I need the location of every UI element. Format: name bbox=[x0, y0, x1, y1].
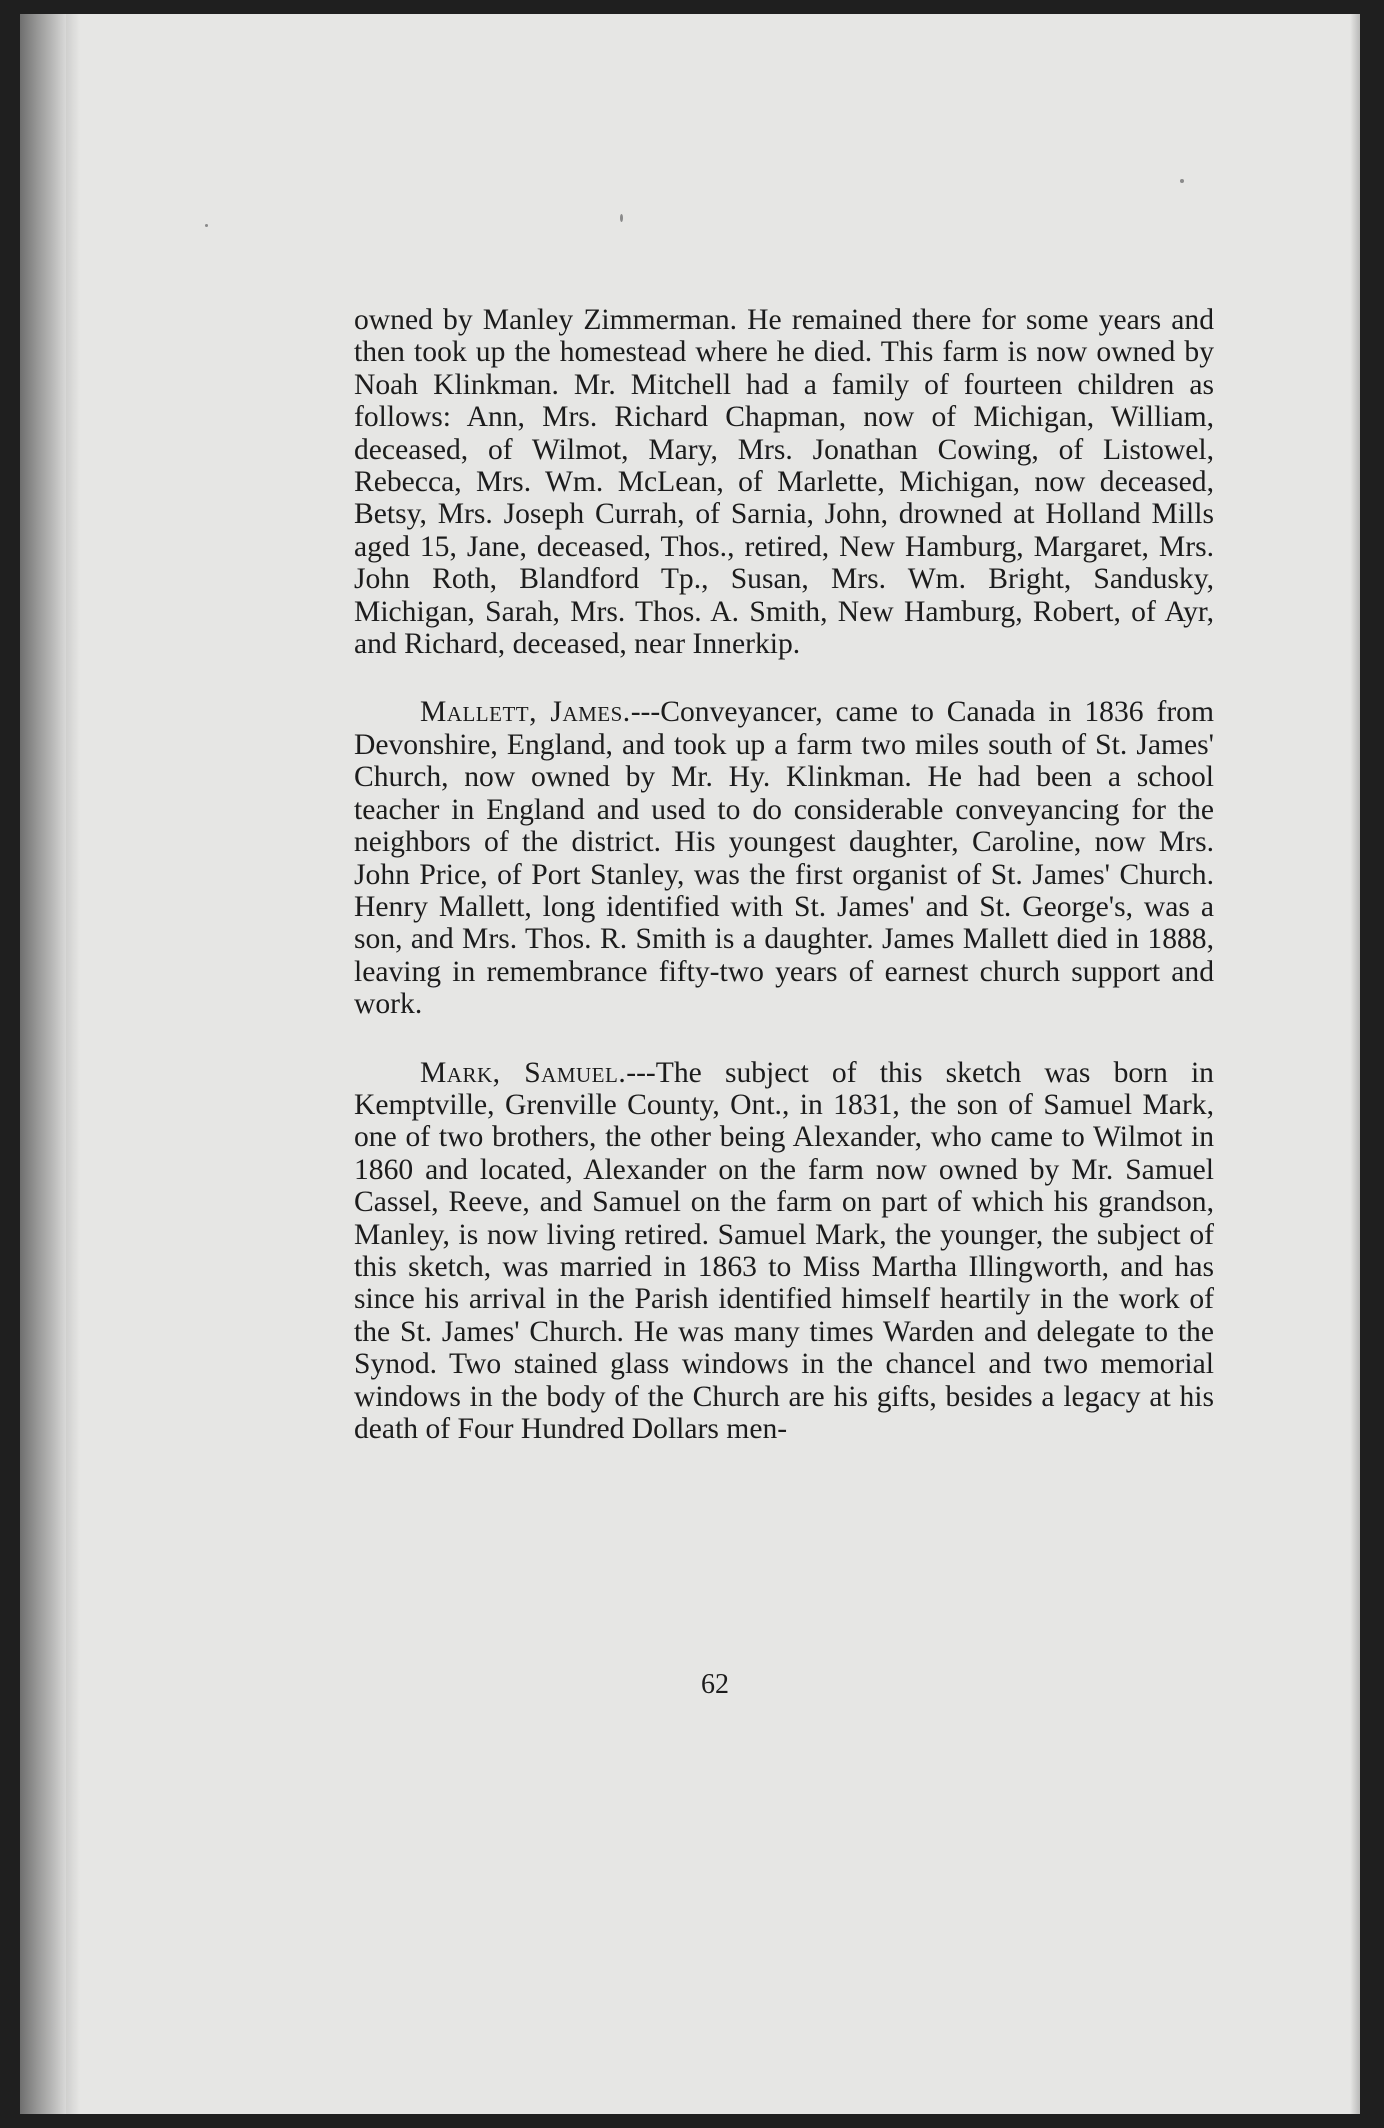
paragraph-text: ---Conveyancer, came to Canada in 1836 from Devonshire, England, and took up a farm two miles south of St. James' Church, now owned by Mr. Hy. Klinkman. He had been a school teacher in England and used to do considerable conveyancing for the neighbors of the district. His youngest daughter, Caroline, now Mrs. John Price, of Port Stanley, was the first organist of St. James' Church. Henry Mallett, long identified with St. James' and St. George's, was a son, and Mrs. Thos. R. Smith is a daughter. James Mallett died in 1888, leaving in remembrance fifty-two years of earnest church support and work. bbox=[354, 696, 1214, 1021]
entry-heading: Mark, Samuel. bbox=[420, 1056, 627, 1089]
book-page bbox=[20, 14, 1360, 2114]
paragraph-continuation bbox=[354, 304, 1214, 660]
entry-heading: Mallett, James. bbox=[420, 696, 631, 729]
page-right-edge bbox=[1350, 14, 1360, 2114]
page-number: 62 bbox=[701, 1669, 729, 1700]
paper-speck bbox=[1180, 179, 1184, 183]
entry-mark-samuel bbox=[354, 1057, 1214, 1446]
page-binding-edge bbox=[20, 14, 66, 2114]
page-binding-shadow bbox=[66, 14, 80, 2114]
paper-speck bbox=[620, 214, 623, 222]
body-text bbox=[354, 304, 1214, 1445]
paragraph-text: ---The subject of this sketch was born in Kemptville, Grenville County, Ont., in 1831, the son of Samuel Mark, one of two brothers, the other being Alexander, who came to Wilmot in 1860 and located, Alexander on the farm now owned by Mr. Samuel Cassel, Reeve, and Samuel on the farm on part of which his grandson, Manley, is now living retired. Samuel Mark, the younger, the subject of this sketch, was married in 1863 to Miss Martha Illingworth, and has since his arrival in the Parish identified himself heartily in the work of the St. James' Church. He was many times Warden and delegate to the Synod. Two stained glass windows in the chancel and two memorial windows in the body of the Church are his gifts, besides a legacy at his death of Four Hundred Dollars men- bbox=[354, 1056, 1214, 1445]
entry-mallett-james bbox=[354, 696, 1214, 1020]
paragraph-text: owned by Manley Zimmerman. He remained there for some years and then took up the homestead where he died. This farm is now owned by Noah Klinkman. Mr. Mitchell had a family of fourteen children as follows: Ann, Mrs. Richard Chapman, now of Michigan, William, deceased, of Wilmot, Mary, Mrs. Jonathan Cowing, of Listowel, Rebecca, Mrs. Wm. McLean, of Marlette, Michigan, now deceased, Betsy, Mrs. Joseph Currah, of Sarnia, John, drowned at Holland Mills aged 15, Jane, deceased, Thos., retired, New Hamburg, Margaret, Mrs. John Roth, Blandford Tp., Susan, Mrs. Wm. Bright, Sandusky, Michigan, Sarah, Mrs. Thos. A. Smith, New Hamburg, Robert, of Ayr, and Richard, deceased, near Innerkip. bbox=[354, 304, 1214, 661]
paper-speck bbox=[205, 224, 208, 227]
